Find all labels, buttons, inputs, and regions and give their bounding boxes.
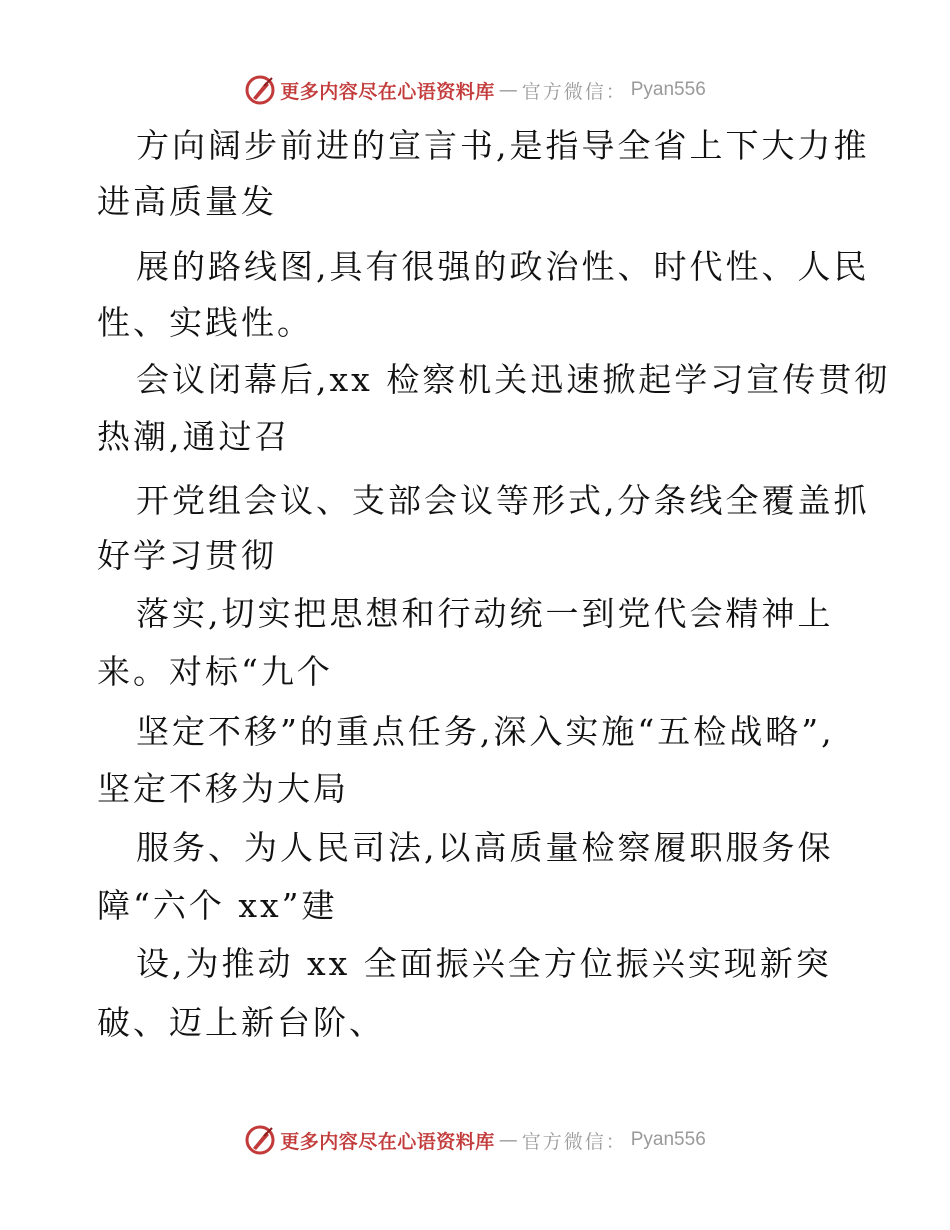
header-brand-text: 更多内容尽在心语资料库 [280, 80, 495, 103]
text-line: 坚定不移为大局 [97, 769, 349, 808]
footer-separator: — [498, 1129, 518, 1151]
header-wechat-id: Pyan556 [630, 79, 706, 100]
header-wechat-label: 官方微信： [521, 80, 627, 103]
footer-wechat-label: 官方微信： [521, 1130, 627, 1153]
footer-wechat-id: Pyan556 [630, 1129, 706, 1150]
header-banner [0, 70, 950, 110]
quill-logo-icon [244, 1124, 276, 1156]
header-banner-content [244, 74, 706, 106]
footer-banner-content [244, 1124, 706, 1156]
footer-brand-text: 更多内容尽在心语资料库 [280, 1130, 495, 1153]
text-line: 设,为推动 xx 全面振兴全方位振兴实现新突 [136, 944, 832, 983]
text-line: 展的路线图,具有很强的政治性、时代性、人民 [136, 247, 870, 286]
text-line: 方向阔步前进的宣言书,是指导全省上下大力推 [136, 126, 870, 165]
text-line: 性、实践性。 [97, 303, 313, 342]
header-separator: — [498, 79, 518, 101]
text-line: 热潮,通过召 [97, 417, 291, 456]
footer-banner [0, 1120, 950, 1160]
text-line: 开党组会议、支部会议等形式,分条线全覆盖抓 [136, 481, 870, 520]
text-line: 障“六个 xx”建 [97, 886, 338, 925]
quill-logo-icon [244, 74, 276, 106]
text-line: 服务、为人民司法,以高质量检察履职服务保 [136, 828, 834, 867]
text-line: 进高质量发 [97, 182, 277, 221]
text-line: 破、迈上新台阶、 [97, 1003, 385, 1042]
text-line: 来。对标“九个 [97, 652, 333, 691]
text-line: 落实,切实把思想和行动统一到党代会精神上 [136, 594, 834, 633]
text-line: 会议闭幕后,xx 检察机关迅速掀起学习宣传贯彻 [136, 360, 891, 399]
text-line: 坚定不移”的重点任务,深入实施“五检战略”, [136, 712, 835, 751]
text-line: 好学习贯彻 [97, 536, 277, 575]
